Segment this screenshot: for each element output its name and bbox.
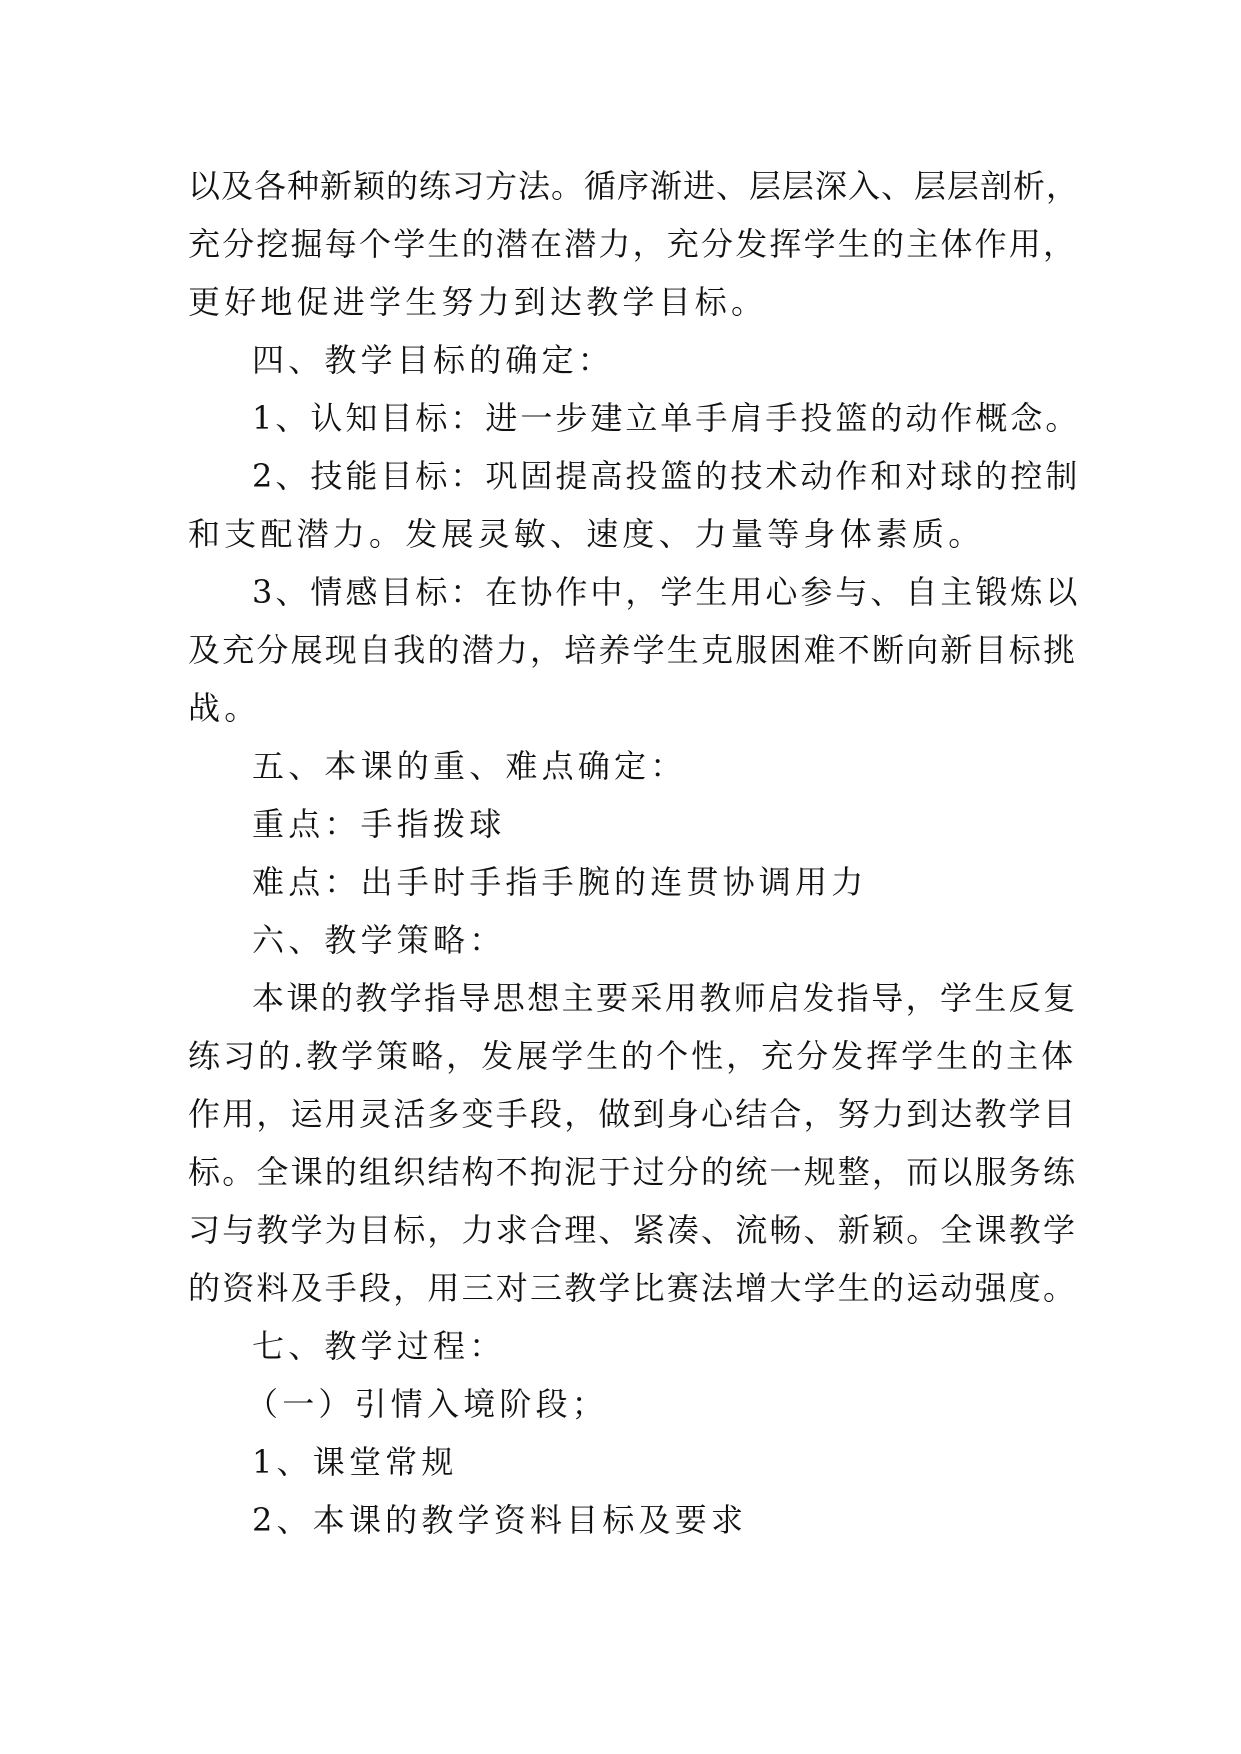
- subsection-heading: （一）引情入境阶段；: [246, 1385, 609, 1423]
- text-line: 作用，运用灵活多变手段，做到身心结合，努力到达教学目: [188, 1095, 1078, 1133]
- section-heading: 六、教学策略：: [252, 921, 506, 959]
- text-line: 2、技能目标：巩固提高投篮的技术动作和对球的控制: [252, 457, 1081, 495]
- text-line: 以及各种新颖的练习方法。循序渐进、层层深入、层层剖析，: [188, 167, 1080, 205]
- text-line: 1、课堂常规: [252, 1443, 458, 1481]
- text-line: 标。全课的组织结构不拘泥于过分的统一规整，而以服务练: [188, 1153, 1078, 1191]
- text-line: 的资料及手段，用三对三教学比赛法增大学生的运动强度。: [188, 1269, 1078, 1307]
- section-heading: 五、本课的重、难点确定：: [252, 747, 687, 785]
- text-line: 本课的教学指导思想主要采用教师启发指导，学生反复: [252, 979, 1078, 1017]
- text-line: 战。: [188, 689, 261, 727]
- text-line: 2、本课的教学资料目标及要求: [252, 1501, 748, 1539]
- section-heading: 七、教学过程：: [252, 1327, 506, 1365]
- text-line: 重点：手指拨球: [252, 805, 506, 843]
- text-line: 1、认知目标：进一步建立单手肩手投篮的动作概念。: [252, 399, 1081, 437]
- text-line: 难点：出手时手指手腕的连贯协调用力: [252, 863, 868, 901]
- text-line: 练习的.教学策略，发展学生的个性，充分发挥学生的主体: [188, 1037, 1077, 1075]
- section-heading: 四、教学目标的确定：: [252, 341, 615, 379]
- text-line: 习与教学为目标，力求合理、紧凑、流畅、新颖。全课教学: [188, 1211, 1078, 1249]
- text-line: 3、情感目标：在协作中，学生用心参与、自主锻炼以: [252, 573, 1081, 611]
- text-line: 更好地促进学生努力到达教学目标。: [188, 283, 768, 321]
- text-line: 充分挖掘每个学生的潜在潜力，充分发挥学生的主体作用，: [188, 225, 1078, 263]
- text-line: 和支配潜力。发展灵敏、速度、力量等身体素质。: [188, 515, 985, 553]
- text-line: 及充分展现自我的潜力，培养学生克服困难不断向新目标挑: [188, 631, 1078, 669]
